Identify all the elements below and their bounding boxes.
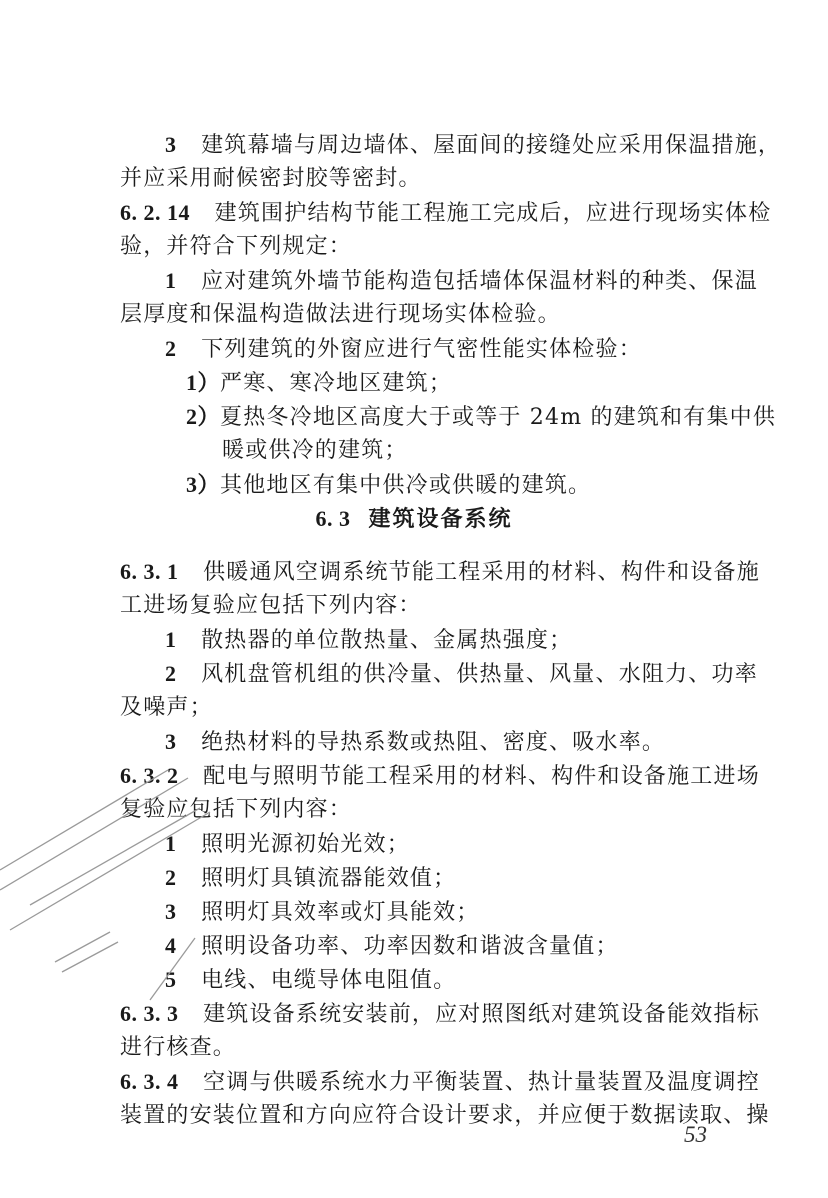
clause-text: 进行核查。	[120, 1035, 237, 1060]
clause-6-3-2-item-1	[165, 829, 410, 860]
text-line-continuation	[120, 164, 422, 194]
item-text: 应对建筑外墙节能构造包括墙体保温材料的种类、保温	[201, 269, 758, 294]
text-line-continuation	[120, 232, 352, 262]
item-text: 及噪声；	[120, 695, 213, 720]
clause-text: 空调与供暖系统水力平衡装置、热计量装置及温度调控	[203, 1070, 760, 1095]
text-line-continuation	[120, 693, 213, 723]
clause-text: 复验应包括下列内容：	[120, 797, 353, 822]
sub-item-3	[186, 470, 591, 501]
text-line-continuation	[120, 795, 352, 825]
clause-6-3-2-item-2	[165, 863, 456, 894]
clause-6-3-3	[120, 999, 760, 1030]
item-number: 2	[165, 661, 177, 686]
clause-number: 6. 3. 4	[120, 1069, 179, 1094]
clause-text: 装置的安装位置和方向应符合设计要求，并应便于数据读取、操	[120, 1103, 770, 1128]
text-line-continuation	[120, 300, 561, 330]
sub-item-text: 暖或供冷的建筑；	[222, 438, 408, 463]
section-title: 建筑设备系统	[368, 506, 513, 532]
item-text: 电线、电缆导体电阻值。	[201, 968, 457, 993]
clause-6-2-14-item-2	[165, 334, 642, 365]
clause-number: 6. 3. 3	[120, 1001, 179, 1026]
clause-6-2-13-item-3	[165, 130, 781, 161]
item-number: 3	[165, 729, 177, 754]
item-number: 2	[165, 865, 177, 890]
sub-item-number: 1）	[186, 370, 221, 395]
clause-6-3-2-item-4	[165, 931, 619, 962]
item-text: 层厚度和保温构造做法进行现场实体检验。	[120, 302, 561, 327]
clause-text: 供暖通风空调系统节能工程采用的材料、构件和设备施	[203, 560, 760, 585]
item-number: 3	[165, 899, 177, 924]
clause-text: 验，并符合下列规定：	[120, 234, 353, 259]
sub-item-2	[186, 402, 776, 433]
clause-6-3-1-item-2	[165, 659, 758, 690]
clause-number: 6. 3. 1	[120, 559, 179, 584]
clause-6-3-1	[120, 557, 760, 588]
clause-number: 6. 3. 2	[120, 763, 179, 788]
item-number: 2	[165, 336, 177, 361]
sub-item-text: 严寒、寒冷地区建筑；	[220, 371, 453, 396]
item-text: 照明设备功率、功率因数和谐波含量值；	[201, 934, 619, 959]
section-number: 6. 3	[315, 506, 351, 531]
clause-6-2-14-item-1	[165, 266, 758, 297]
clause-text: 配电与照明节能工程采用的材料、构件和设备施工进场	[203, 764, 760, 789]
clause-6-3-1-item-1	[165, 625, 572, 656]
item-number: 5	[165, 967, 177, 992]
clause-text: 建筑围护结构节能工程施工完成后，应进行现场实体检	[214, 201, 772, 226]
sub-item-number: 3）	[186, 472, 221, 497]
item-text: 散热器的单位散热量、金属热强度；	[201, 628, 573, 653]
text-line-continuation	[222, 436, 408, 466]
clause-6-3-2-item-3	[165, 897, 480, 928]
text-line-continuation	[120, 1033, 236, 1063]
item-text: 并应采用耐候密封胶等密封。	[120, 166, 422, 191]
clause-6-2-14	[120, 198, 771, 229]
scan-mark-line	[62, 942, 118, 972]
item-text: 风机盘管机组的供冷量、供热量、风量、水阻力、功率	[201, 662, 758, 687]
item-number: 1	[165, 627, 177, 652]
section-heading	[0, 504, 828, 534]
item-number: 1	[165, 831, 177, 856]
clause-6-3-2	[120, 761, 760, 792]
item-text: 绝热材料的导热系数或热阻、密度、吸水率。	[201, 730, 666, 755]
clause-6-3-2-item-5	[165, 965, 456, 996]
item-text: 照明光源初始光效；	[201, 832, 410, 857]
clause-text: 工进场复验应包括下列内容：	[120, 593, 422, 618]
clause-6-3-1-item-3	[165, 727, 665, 758]
item-text: 下列建筑的外窗应进行气密性能实体检验：	[201, 337, 642, 362]
scan-mark-line	[55, 932, 110, 962]
text-line-continuation	[120, 591, 422, 621]
clause-text: 建筑设备系统安装前，应对照图纸对建筑设备能效指标	[203, 1002, 760, 1027]
sub-item-1	[186, 368, 452, 399]
item-text: 建筑幕墙与周边墙体、屋面间的接缝处应采用保温措施，	[201, 133, 782, 158]
item-number: 3	[165, 132, 177, 157]
item-number: 1	[165, 268, 177, 293]
clause-6-3-4	[120, 1067, 760, 1098]
item-number: 4	[165, 933, 177, 958]
sub-item-text: 夏热冬冷地区高度大于或等于 24m 的建筑和有集中供	[220, 405, 777, 430]
item-text: 照明灯具效率或灯具能效；	[201, 900, 480, 925]
text-line-continuation	[120, 1101, 770, 1131]
clause-number: 6. 2. 14	[120, 200, 190, 225]
page-number: 53	[684, 1122, 707, 1147]
sub-item-text: 其他地区有集中供冷或供暖的建筑。	[220, 473, 592, 498]
sub-item-number: 2）	[186, 404, 221, 429]
item-text: 照明灯具镇流器能效值；	[201, 866, 457, 891]
